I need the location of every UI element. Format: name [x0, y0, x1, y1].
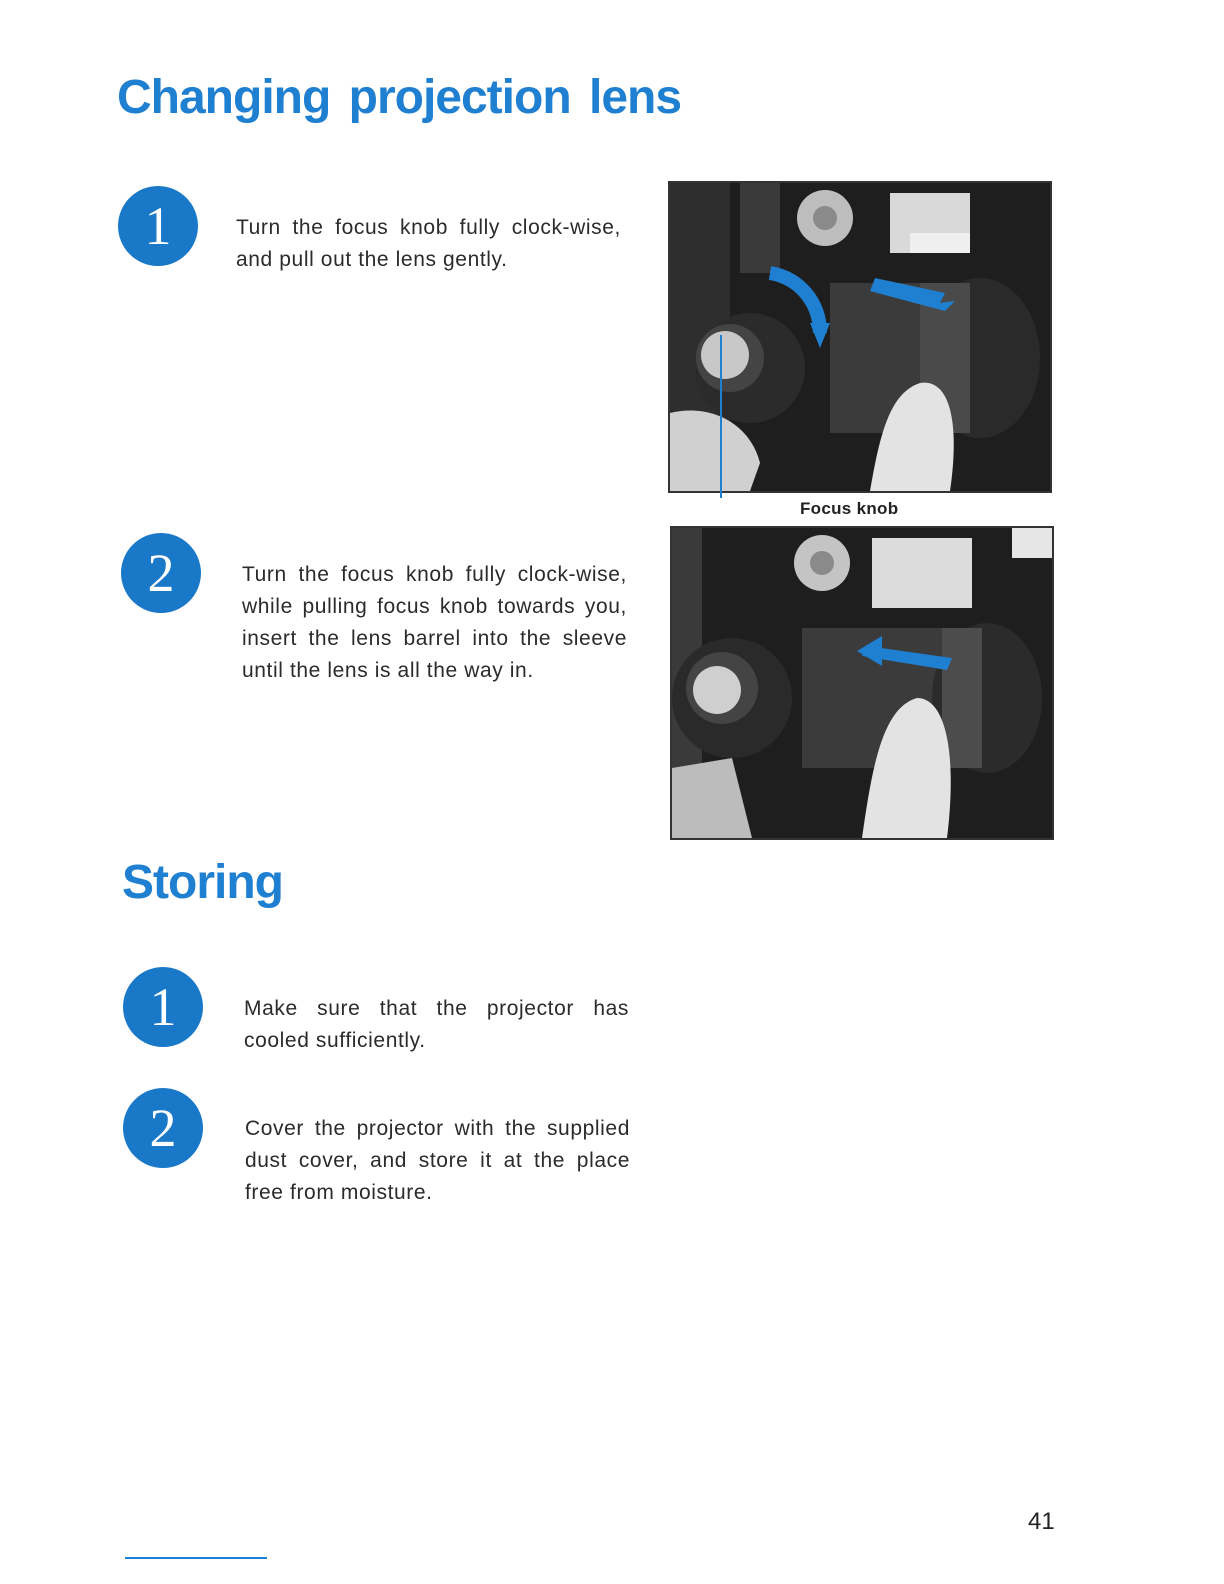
step-number-badge: 2 [123, 1088, 203, 1168]
projector-lens-illustration [670, 183, 1050, 491]
section-title-changing-lens: Changing projection lens [117, 71, 682, 124]
footer-rule [125, 1557, 267, 1559]
changing-step-2-text: Turn the focus knob fully clock-wise, while pulling focus knob towards you, insert the lens barrel into the sleeve until the lens is all the way in. [242, 563, 627, 682]
section-title-storing: Storing [122, 856, 283, 909]
storing-step-2-text: Cover the projector with the supplied dust cover, and store it at the place free from moisture. [245, 1117, 630, 1204]
photo-caption: Focus knob [800, 499, 899, 518]
storing-step-1-text: Make sure that the projector has cooled sufficiently. [244, 997, 629, 1052]
focus-knob-leader-line [720, 335, 722, 498]
page-number: 41 [1028, 1508, 1055, 1535]
changing-step-1-text: Turn the focus knob fully clock-wise, and pull out the lens gently. [236, 216, 621, 271]
photo-remove-lens [668, 181, 1052, 493]
photo-insert-lens [670, 526, 1054, 840]
step-number-badge: 1 [118, 186, 198, 266]
step-number-badge: 2 [121, 533, 201, 613]
step-number-badge: 1 [123, 967, 203, 1047]
projector-lens-illustration [672, 528, 1052, 838]
